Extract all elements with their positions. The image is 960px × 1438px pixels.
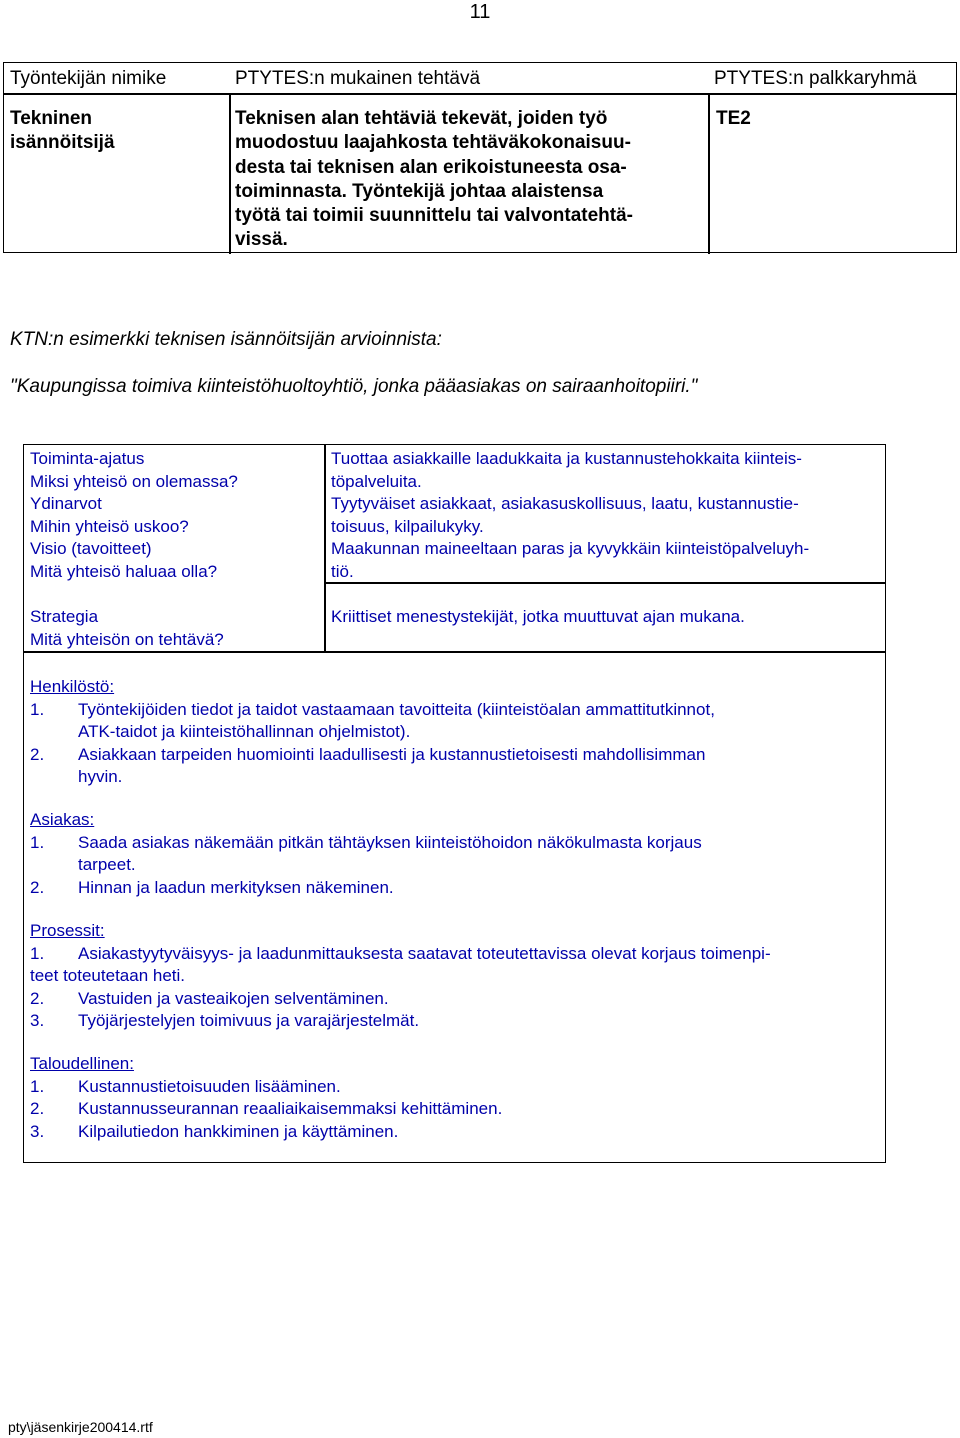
row-divider (24, 651, 885, 653)
column-divider (708, 93, 710, 254)
description-line: toiminnasta. Työntekijä johtaa alaistensa (235, 180, 604, 202)
job-title-cell (10, 107, 115, 156)
item-number: 1. (30, 832, 45, 852)
evaluation-heading: KTN:n esimerkki teknisen isännöitsijän arvioinnista: (10, 329, 442, 350)
item-text: Kilpailutiedon hankkiminen ja käyttäminen. (78, 1121, 399, 1141)
strategy-title: Strategia (30, 607, 99, 626)
financial-heading: Taloudellinen: (30, 1054, 134, 1073)
example-quote: "Kaupungissa toimiva kiinteistöhuoltoyhtiö, jonka pääasiakas on sairaanhoitopiiri." (10, 376, 698, 397)
item-text: Kustannustietoisuuden lisääminen. (78, 1076, 341, 1096)
strategy-question: Mitä yhteisön on tehtävä? (30, 629, 224, 649)
item-text: tarpeet. (78, 855, 136, 874)
description-line: Teknisen alan tehtäviä tekevät, joiden työ (235, 108, 608, 129)
item-text: teet toteutetaan heti. (30, 966, 186, 985)
values-answer-line: toisuus, kilpailukyky. (331, 516, 484, 536)
item-text: Kustannusseurannan reaaliaikaisemmaksi kehittäminen. (78, 1099, 503, 1118)
job-title-line: isännöitsijä (10, 132, 115, 154)
item-number: 3. (30, 1011, 45, 1030)
job-description-cell (235, 107, 633, 253)
item-text: Työjärjestelyjen toimivuus ja varajärjestelmät. (78, 1011, 420, 1030)
row-divider (324, 582, 885, 584)
vision-question: Mitä yhteisö haluaa olla? (30, 561, 218, 581)
header-job-title: Työntekijän nimike (10, 68, 167, 89)
item-number: 3. (30, 1121, 45, 1141)
page-number: 11 (469, 1, 491, 23)
list-item (30, 988, 870, 1011)
vision-answer-line: tiö. (331, 561, 354, 581)
vision-answer-line: Maakunnan maineeltaan paras ja kyvykkäin kiinteistöpalveluyh- (331, 539, 810, 558)
footer-filename: pty\jäsenkirje200414.rtf (8, 1419, 153, 1435)
list-item (30, 832, 870, 877)
item-text: Asiakkaan tarpeiden huomiointi laadullisesti ja kustannustietoisesti mahdollisimman (78, 744, 706, 764)
item-number: 2. (30, 1099, 45, 1118)
processes-heading: Prosessit: (30, 921, 105, 940)
item-text: Työntekijöiden tiedot ja taidot vastaamaan tavoitteita (kiinteistöalan ammattitutkinnot, (78, 699, 715, 719)
item-number: 1. (30, 699, 45, 719)
item-text: Vastuiden ja vasteaikojen selventäminen. (78, 988, 389, 1008)
header-task: PTYTES:n mukainen tehtävä (235, 68, 481, 89)
item-text: Saada asiakas näkemään pitkän tähtäyksen kiinteistöhoidon näkökulmasta korjaus (78, 832, 702, 852)
description-line: työtä tai toimii suunnittelu tai valvontatehtä- (235, 205, 633, 227)
list-item (30, 1098, 870, 1121)
item-text: ATK-taidot ja kiinteistöhallinnan ohjelmistot). (78, 722, 411, 741)
strategy-answer: Kriittiset menestystekijät, jotka muuttuvat ajan mukana. (331, 607, 745, 626)
item-text: Hinnan ja laadun merkityksen näkeminen. (78, 877, 394, 897)
values-title: Ydinarvot (30, 494, 102, 513)
evaluation-table (23, 444, 886, 1163)
job-title-table (3, 62, 957, 253)
mission-title: Toiminta-ajatus (30, 449, 145, 468)
column-divider (324, 445, 326, 652)
list-item (30, 744, 870, 789)
list-item (30, 1010, 870, 1033)
values-question: Mihin yhteisö uskoo? (30, 516, 189, 536)
job-title-line: Tekninen (10, 108, 92, 129)
mission-question: Miksi yhteisö on olemassa? (30, 471, 238, 491)
values-answer-line: Tyytyväiset asiakkaat, asiakasuskollisuus, laatu, kustannustie- (331, 494, 799, 513)
list-item (30, 1121, 870, 1144)
item-text: Asiakastyytyväisyys- ja laadunmittauksesta saatavat toteutettavissa olevat korjaus toimenpi- (78, 943, 771, 963)
mission-answer-line: Tuottaa asiakkaille laadukkaita ja kustannustehokkaita kiinteis- (331, 449, 802, 468)
staff-heading: Henkilöstö: (30, 677, 115, 696)
description-line: vissä. (235, 229, 288, 251)
pay-group-value: TE2 (716, 108, 751, 129)
column-divider (229, 93, 231, 254)
item-number: 2. (30, 877, 45, 897)
list-item (30, 699, 870, 744)
vision-title: Visio (tavoitteet) (30, 539, 152, 558)
customer-heading: Asiakas: (30, 810, 95, 829)
header-pay-group: PTYTES:n palkkaryhmä (714, 68, 917, 89)
list-item (30, 1076, 870, 1099)
item-number: 2. (30, 744, 45, 764)
description-line: desta tai teknisen alan erikoistuneesta osa- (235, 156, 627, 178)
list-item (30, 943, 870, 988)
item-number: 1. (30, 943, 45, 963)
item-text: hyvin. (78, 767, 123, 786)
mission-answer-line: töpalveluita. (331, 471, 422, 491)
list-item (30, 877, 870, 900)
item-number: 2. (30, 988, 45, 1008)
description-line: muodostuu laajahkosta tehtäväkokonaisuu- (235, 132, 631, 154)
item-number: 1. (30, 1076, 45, 1096)
